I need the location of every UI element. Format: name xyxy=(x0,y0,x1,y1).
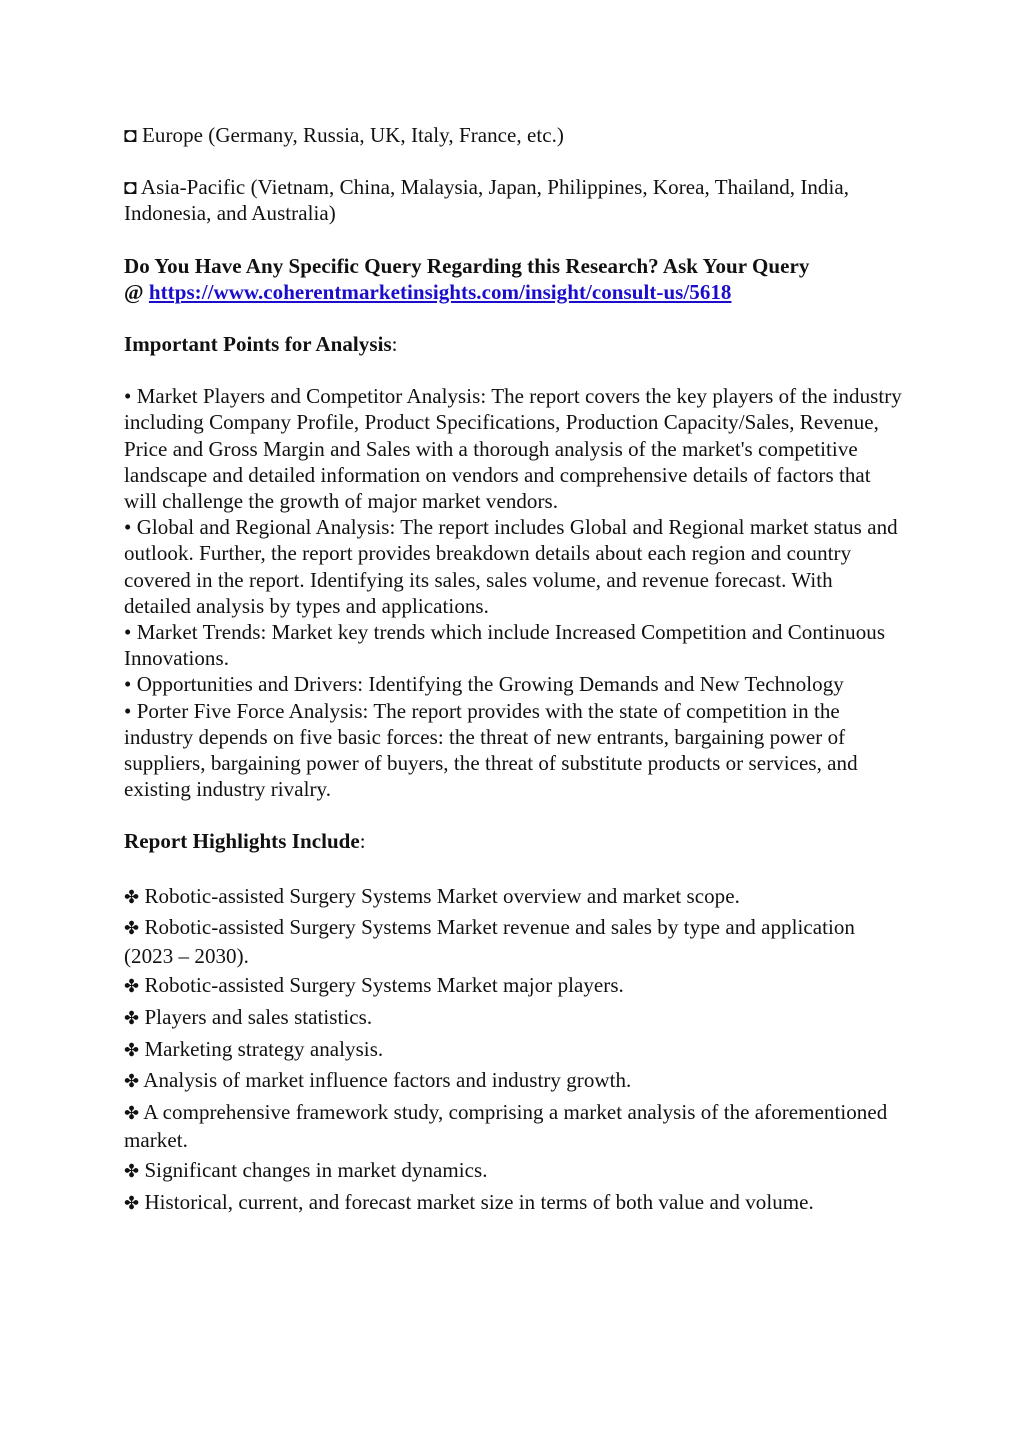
square-bullet-icon: ◘ xyxy=(124,175,137,200)
highlight-item xyxy=(124,1036,904,1064)
four-petal-bullet-icon: ✤ xyxy=(124,1103,140,1125)
four-petal-bullet-icon: ✤ xyxy=(124,1161,140,1182)
highlight-text: Robotic-assisted Surgery Systems Market revenue and sales by type and application (2023 – 2030). xyxy=(124,915,855,968)
highlight-item xyxy=(124,1157,904,1185)
highlight-item xyxy=(124,1189,904,1217)
region-asia-pacific xyxy=(124,174,904,226)
analysis-heading xyxy=(124,331,904,357)
query-text: Do You Have Any Specific Query Regarding this Research? Ask Your Query xyxy=(124,253,810,278)
four-petal-bullet-icon: ✤ xyxy=(124,1007,140,1029)
analysis-heading-colon: : xyxy=(391,332,398,357)
highlights-heading-colon: : xyxy=(359,829,366,854)
query-callout xyxy=(124,253,904,305)
four-petal-bullet-icon: ✤ xyxy=(124,1071,140,1093)
four-petal-bullet-icon: ✤ xyxy=(124,886,140,908)
highlight-item xyxy=(124,883,904,911)
highlight-item xyxy=(124,1099,904,1153)
highlight-text: Historical, current, and forecast market size in terms of both value and volume. xyxy=(144,1189,814,1214)
highlight-item xyxy=(124,1004,904,1032)
four-petal-bullet-icon: ✤ xyxy=(124,1192,140,1214)
highlight-text: Robotic-assisted Surgery Systems Market major players. xyxy=(144,973,624,998)
region-europe-text: Europe (Germany, Russia, UK, Italy, France, etc.) xyxy=(142,123,564,147)
analysis-point: • Porter Five Force Analysis: The report provides with the state of competition in the industry depends on five basic forces: the threat of new entrants, bargaining power of suppliers, bargaining power of buyers, the threat of substitute products or services, and existing industry rivalry. xyxy=(124,698,858,802)
highlights-heading-text: Report Highlights Include xyxy=(124,829,360,854)
consult-link[interactable]: https://www.coherentmarketinsights.com/insight/consult-us/5618 xyxy=(148,279,732,304)
highlight-text: Analysis of market influence factors and industry growth. xyxy=(143,1068,632,1093)
square-bullet-icon: ◘ xyxy=(124,123,137,147)
region-asia-pacific-text: Asia-Pacific (Vietnam, China, Malaysia, Japan, Philippines, Korea, Thailand, India, Indonesia, and Australia) xyxy=(124,175,850,226)
four-petal-bullet-icon: ✤ xyxy=(124,918,140,940)
highlights-heading xyxy=(124,828,904,854)
highlight-item xyxy=(124,1067,904,1095)
region-europe xyxy=(124,122,904,148)
analysis-heading-text: Important Points for Analysis xyxy=(124,332,392,357)
analysis-point: • Market Players and Competitor Analysis: The report covers the key players of the industry including Company Profile, Product Specifications, Production Capacity/Sales, Revenue, Price and Gross Margin and Sales with a thorough analysis of the market's competitive landscape and detailed information on vendors and comprehensive details of factors that will challenge the growth of major market vendors. xyxy=(124,384,902,514)
highlight-text: Marketing strategy analysis. xyxy=(144,1036,384,1061)
document-page xyxy=(124,122,904,1220)
analysis-point: • Opportunities and Drivers: Identifying the Growing Demands and New Technology xyxy=(124,672,844,697)
four-petal-bullet-icon: ✤ xyxy=(124,1039,140,1061)
highlight-text: Significant changes in market dynamics. xyxy=(144,1158,488,1182)
highlight-item xyxy=(124,972,904,1000)
highlight-item xyxy=(124,914,904,968)
highlight-text: Robotic-assisted Surgery Systems Market overview and market scope. xyxy=(144,883,740,908)
at-symbol: @ xyxy=(124,279,144,304)
highlight-text: A comprehensive framework study, comprising a market analysis of the aforementioned market. xyxy=(124,1100,888,1153)
analysis-point: • Market Trends: Market key trends which include Increased Competition and Continuous Innovations. xyxy=(124,620,886,671)
highlight-text: Players and sales statistics. xyxy=(144,1004,373,1029)
analysis-point: • Global and Regional Analysis: The report includes Global and Regional market status and outlook. Further, the report provides breakdown details about each region and country covered in the report. Identifying its sales, sales volume, and revenue forecast. With detailed analysis by types and applications. xyxy=(124,515,898,618)
four-petal-bullet-icon: ✤ xyxy=(124,976,140,998)
